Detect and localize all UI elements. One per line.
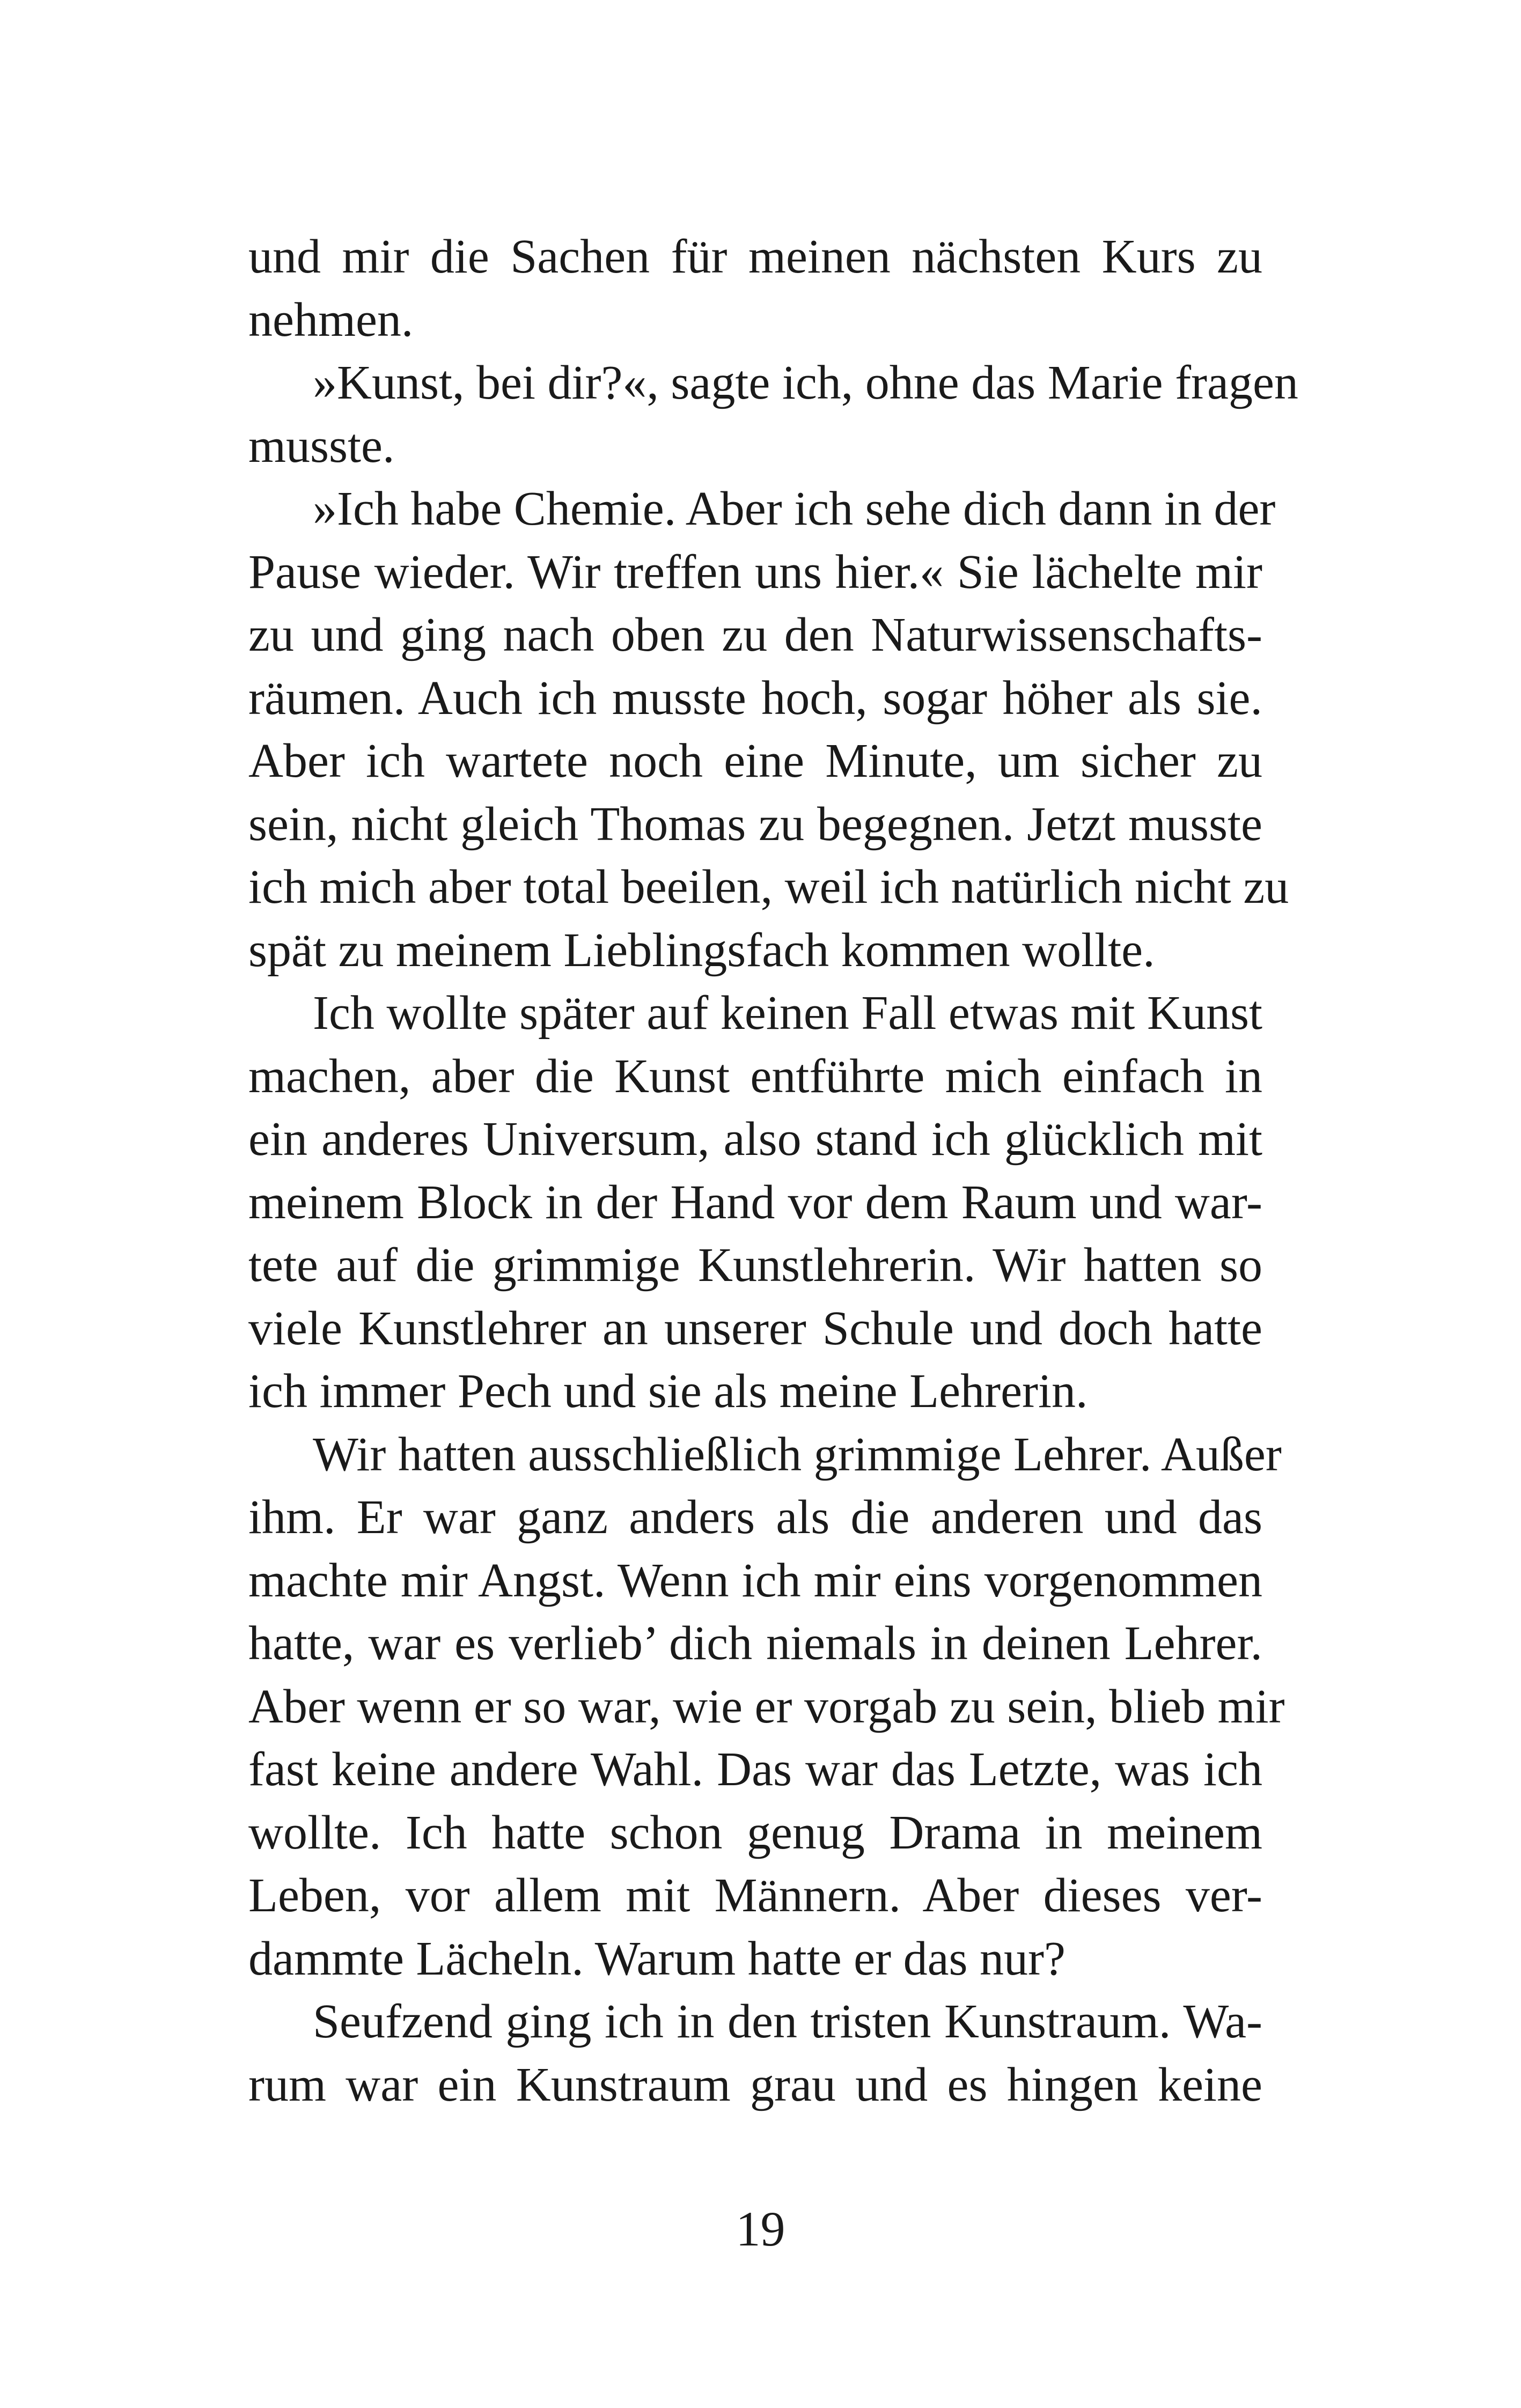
- text-line: dammte Lächeln. Warum hatte er das nur?: [248, 1932, 1066, 1985]
- text-line: Seufzend ging ich in den tristen Kunstraum. Wa-: [313, 1995, 1262, 2048]
- text-line: zu und ging nach oben zu den Naturwissenschafts-: [248, 608, 1262, 661]
- text-line: ich immer Pech und sie als meine Lehrerin.: [248, 1365, 1088, 1418]
- text-line: und mir die Sachen für meinen nächsten Kurs zu: [248, 230, 1262, 283]
- text-line: Leben, vor allem mit Männern. Aber dieses ver-: [248, 1869, 1262, 1922]
- text-line: spät zu meinem Lieblingsfach kommen wollte.: [248, 923, 1155, 977]
- text-line: hatte, war es verlieb’ dich niemals in deinen Lehrer.: [248, 1617, 1262, 1670]
- text-line: Wir hatten ausschließlich grimmige Lehrer. Außer: [313, 1427, 1282, 1481]
- body-text: [248, 225, 1298, 2116]
- text-line: machte mir Angst. Wenn ich mir eins vorgenommen: [248, 1553, 1262, 1607]
- text-line: »Kunst, bei dir?«, sagte ich, ohne das Marie fragen: [313, 356, 1298, 409]
- text-line: ich mich aber total beeilen, weil ich natürlich nicht zu: [248, 860, 1289, 914]
- text-line: Ich wollte später auf keinen Fall etwas mit Kunst: [313, 986, 1262, 1040]
- text-line: Aber ich wartete noch eine Minute, um sicher zu: [248, 734, 1262, 787]
- text-line: rum war ein Kunstraum grau und es hingen keine: [248, 2058, 1262, 2111]
- text-line: tete auf die grimmige Kunstlehrerin. Wir hatten so: [248, 1239, 1262, 1292]
- text-line: sein, nicht gleich Thomas zu begegnen. Jetzt musste: [248, 797, 1262, 851]
- text-line: Aber wenn er so war, wie er vorgab zu sein, blieb mir: [248, 1680, 1285, 1733]
- text-line: musste.: [248, 419, 395, 473]
- text-line: ein anderes Universum, also stand ich glücklich mit: [248, 1113, 1262, 1166]
- text-line: Pause wieder. Wir treffen uns hier.« Sie lächelte mir: [248, 545, 1262, 599]
- text-line: nehmen.: [248, 293, 414, 347]
- text-line: machen, aber die Kunst entführte mich einfach in: [248, 1049, 1262, 1103]
- text-line: fast keine andere Wahl. Das war das Letzte, was ich: [248, 1743, 1262, 1796]
- text-line: wollte. Ich hatte schon genug Drama in meinem: [248, 1806, 1262, 1859]
- text-line: viele Kunstlehrer an unserer Schule und doch hatte: [248, 1301, 1262, 1355]
- page-number: 19: [736, 2201, 785, 2256]
- text-line: »Ich habe Chemie. Aber ich sehe dich dann in der: [313, 482, 1276, 535]
- text-line: räumen. Auch ich musste hoch, sogar höher als sie.: [248, 671, 1262, 725]
- text-line: meinem Block in der Hand vor dem Raum und war-: [248, 1175, 1262, 1229]
- text-line: ihm. Er war ganz anders als die anderen und das: [248, 1491, 1262, 1544]
